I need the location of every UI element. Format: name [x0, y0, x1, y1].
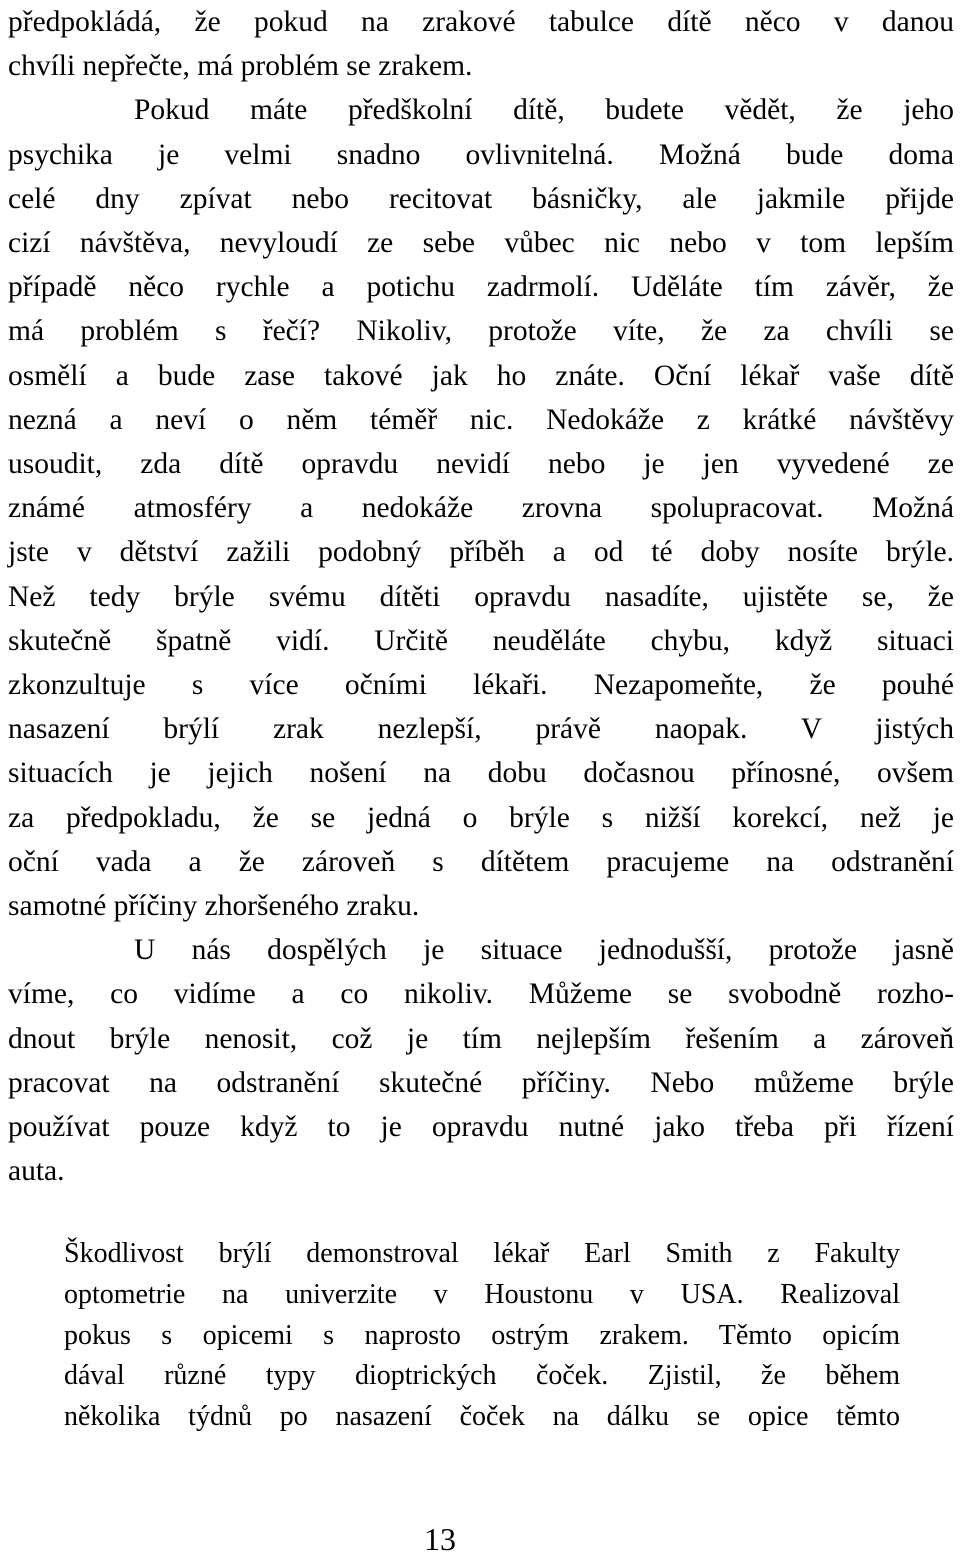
text-line: oční vada a že zároveň s dítětem pracujeme na odstranění [8, 845, 954, 878]
text-line: pracovat na odstranění skutečné příčiny. Nebo můžeme brýle [8, 1066, 954, 1099]
text-line: psychika je velmi snadno ovlivnitelná. Možná bude doma [8, 138, 954, 171]
body-text [8, 0, 954, 1193]
page-number: 13 [424, 1521, 456, 1557]
text-line: známé atmosféry a nedokáže zrovna spolupracovat. Možná [8, 492, 954, 525]
paragraph-start-line: Pokud máte předškolní dítě, budete vědět, že jeho [134, 94, 954, 127]
sidebar-box-text [64, 1234, 900, 1438]
box-line: optometrie na univerzite v Houstonu v USA. Realizoval [64, 1278, 900, 1310]
text-line: osmělí a bude zase takové jak ho znáte. Oční lékař vaše dítě [8, 359, 954, 392]
text-line: celé dny zpívat nebo recitovat básničky, ale jakmile přijde [8, 182, 954, 215]
text-line: předpokládá, že pokud na zrakové tabulce dítě něco v danou [8, 6, 954, 38]
box-line: pokus s opicemi s naprosto ostrým zrakem. Těmto opicím [64, 1319, 900, 1351]
box-line: několika týdnů po nasazení čoček na dálku se opice těmto [64, 1401, 900, 1433]
text-line: víme, co vidíme a co nikoliv. Můžeme se svobodně rozho- [8, 978, 954, 1011]
text-line: Než tedy brýle svému dítěti opravdu nasadíte, ujistěte se, že [8, 580, 954, 613]
box-line: dával různé typy dioptrických čoček. Zjistil, že během [64, 1360, 900, 1392]
text-line: usoudit, zda dítě opravdu nevidí nebo je jen vyvedené ze [8, 448, 954, 481]
text-line: chvíli nepřečte, má problém se zrakem. [8, 50, 473, 83]
text-line: za předpokladu, že se jedná o brýle s nižší korekcí, než je [8, 801, 954, 834]
text-line: případě něco rychle a potichu zadrmolí. Uděláte tím závěr, že [8, 271, 954, 304]
text-line: zkonzultuje s více očními lékaři. Nezapomeňte, že pouhé [8, 669, 954, 702]
text-line: jste v dětství zažili podobný příběh a od té doby nosíte brýle. [8, 536, 954, 569]
text-line: nezná a neví o něm téměř nic. Nedokáže z krátké návštěvy [8, 403, 954, 436]
paragraph-start-line: U nás dospělých je situace jednodušší, protože jasně [134, 934, 954, 967]
text-line: cizí návštěva, nevyloudí ze sebe vůbec nic nebo v tom lepším [8, 227, 954, 260]
box-line: Škodlivost brýlí demonstroval lékař Earl Smith z Fakulty [64, 1238, 900, 1269]
text-line: nasazení brýlí zrak nezlepší, právě naopak. V jistých [8, 713, 954, 746]
text-line: má problém s řečí? Nikoliv, protože víte, že za chvíli se [8, 315, 954, 348]
text-line: dnout brýle nenosit, což je tím nejlepším řešením a zároveň [8, 1022, 954, 1055]
text-line: situacích je jejich nošení na dobu dočasnou přínosné, ovšem [8, 757, 954, 790]
text-line: auta. [8, 1155, 65, 1188]
text-line: samotné příčiny zhoršeného zraku. [8, 890, 420, 923]
text-line: používat pouze když to je opravdu nutné jako třeba při řízení [8, 1111, 954, 1144]
text-line: skutečně špatně vidí. Určitě neuděláte chybu, když situaci [8, 624, 954, 657]
